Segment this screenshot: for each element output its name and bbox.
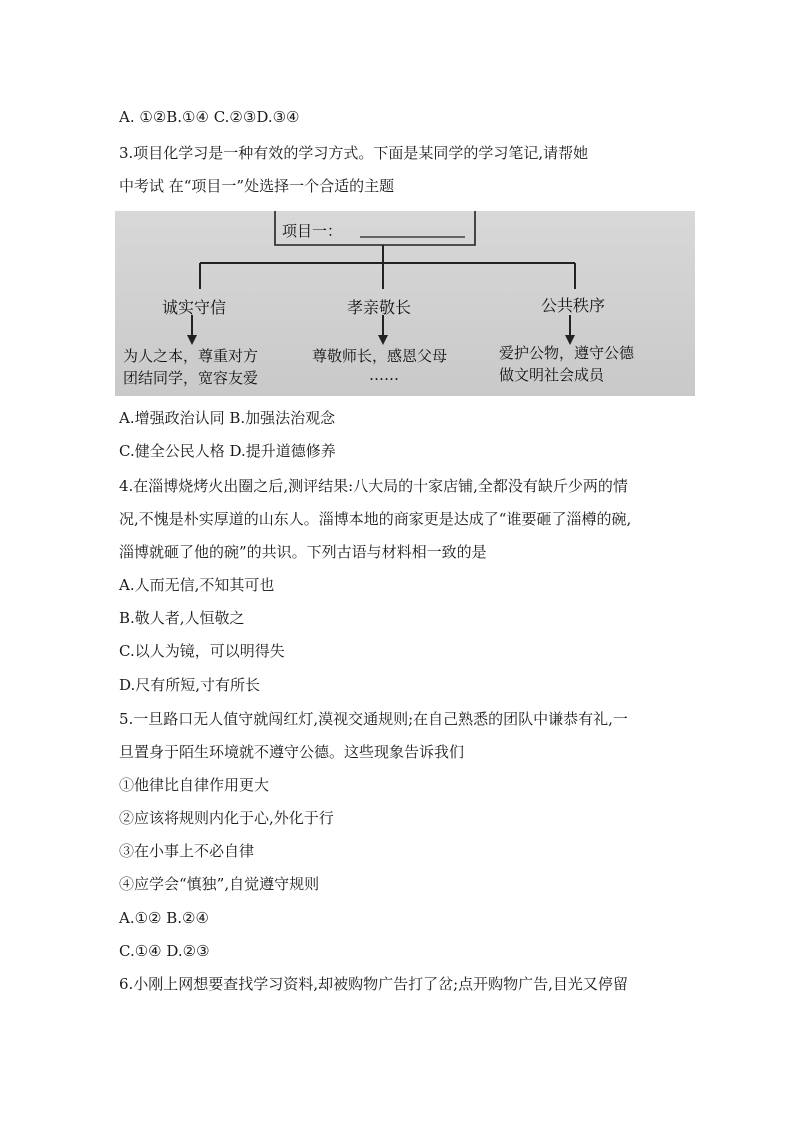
- q5-stem-line2: 旦置身于陌生环境就不遵守公德。这些现象告诉我们: [119, 743, 465, 761]
- q4-option-a: A.人而无信,不知其可也: [119, 576, 275, 594]
- q4-option-d: D.尺有所短,寸有所长: [119, 676, 261, 694]
- q5-option-ab: A.①② B.②④: [119, 909, 209, 927]
- node-filial-desc-2: ……: [369, 366, 399, 384]
- q2-options: A. ①②B.①④ C.②③D.③④: [119, 108, 300, 126]
- node-public-order: 公共秩序: [541, 296, 606, 315]
- q4-stem-line2: 况,不愧是朴实厚道的山东人。淄博本地的商家更是达成了“谁要砸了淄樽的碗,: [119, 510, 632, 528]
- q5-statement-4: ④应学会“慎独”,自觉遵守规则: [119, 875, 320, 893]
- q5-statement-2: ②应该将规则内化于心,外化于行: [119, 809, 334, 827]
- q5-statement-1: ①他律比自律作用更大: [119, 776, 270, 794]
- node-honesty-desc-2: 团结同学，宽容友爱: [123, 369, 259, 387]
- q3-option-cd: C.健全公民人格 D.提升道德修养: [119, 442, 336, 460]
- q3-option-ab: A.增强政治认同 B.加强法治观念: [119, 409, 336, 427]
- q4-option-c: C.以人为镜，可以明得失: [119, 642, 285, 660]
- arrow-left-icon: [187, 335, 197, 345]
- topic-box-label: 项目一：: [282, 222, 343, 240]
- q4-option-b: B.敬人者,人恒敬之: [119, 609, 245, 627]
- node-honesty-desc-1: 为人之本，尊重对方: [123, 347, 259, 365]
- node-filial-piety: 孝亲敬长: [347, 298, 412, 317]
- node-filial-desc-1: 尊敬师长，感恩父母: [312, 347, 448, 365]
- node-order-desc-1: 爱护公物，遵守公德: [499, 344, 635, 362]
- q5-option-cd: C.①④ D.②③: [119, 942, 210, 960]
- q4-stem-line1: 4.在淄博烧烤火出圈之后,测评结果:八大局的十家店铺,全都没有缺斤少两的情: [119, 477, 628, 495]
- q3-stem-line1: 3.项目化学习是一种有效的学习方式。下面是某同学的学习笔记,请帮她: [119, 144, 589, 162]
- q5-statement-3: ③在小事上不必自律: [119, 842, 255, 860]
- node-order-desc-2: 做文明社会成员: [499, 366, 605, 384]
- q6-stem-line1: 6.小刚上网想要查找学习资料,却被购物广告打了岔;点开购物广告,目光又停留: [119, 975, 628, 993]
- node-honesty: 诚实守信: [162, 298, 227, 317]
- q3-stem-line2: 中考试 在“项目一”处选择一个合适的主题: [119, 177, 395, 195]
- project-diagram: [115, 211, 695, 396]
- q4-stem-line3: 淄博就砸了他的碗”的共识。下列古语与材料相一致的是: [119, 543, 487, 561]
- arrow-middle-icon: [378, 335, 388, 345]
- q5-stem-line1: 5.一旦路口无人值守就闯红灯,漠视交通规则;在自己熟悉的团队中谦恭有礼,一: [119, 710, 628, 728]
